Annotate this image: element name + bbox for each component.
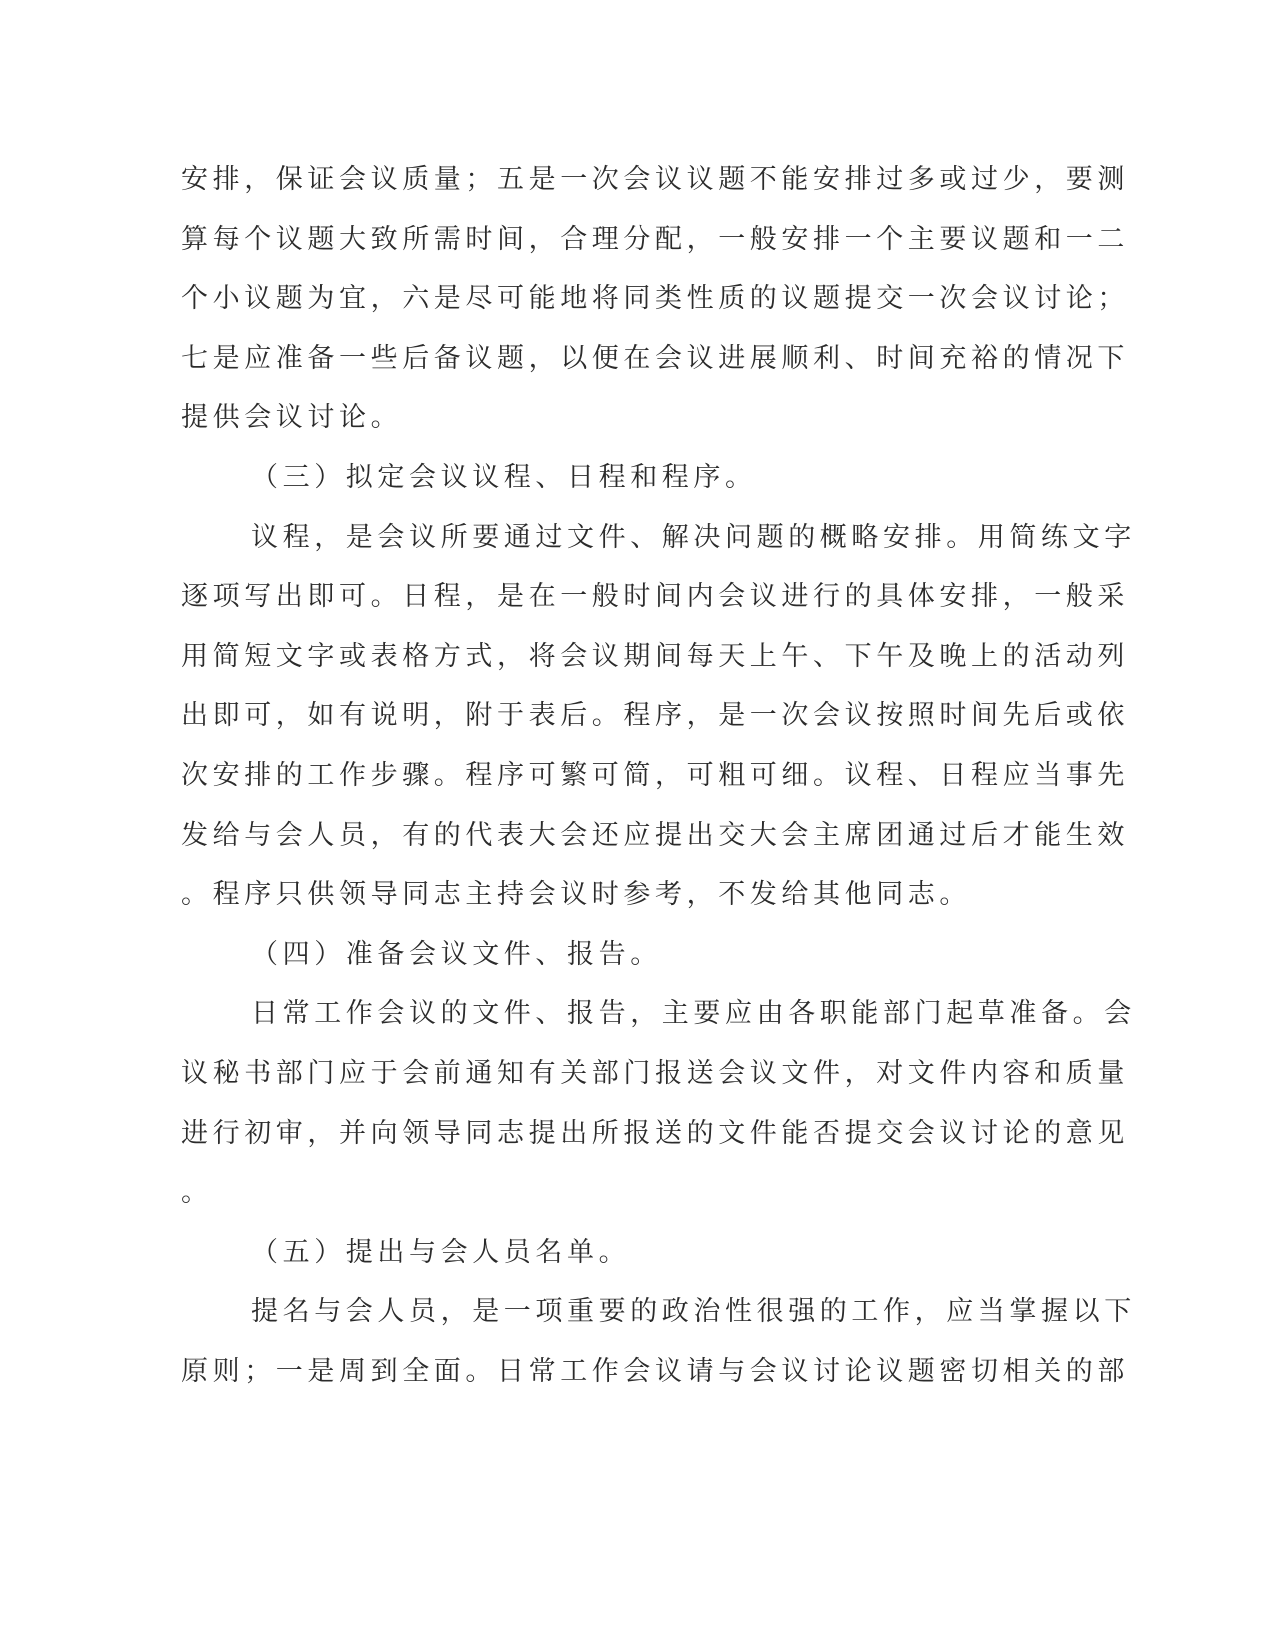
text-line: 次安排的工作步骤。程序可繁可简，可粗可细。议程、日程应当事先 <box>181 759 1129 791</box>
text-line: 算每个议题大致所需时间，合理分配，一般安排一个主要议题和一二 <box>181 223 1129 255</box>
text-line: 出即可，如有说明，附于表后。程序，是一次会议按照时间先后或依 <box>181 700 1129 732</box>
text-line: 提供会议讨论。 <box>181 402 403 434</box>
body-text <box>181 150 1136 1401</box>
text-line: 安排，保证会议质量；五是一次会议议题不能安排过多或过少，要测 <box>181 164 1129 195</box>
text-line: 议秘书部门应于会前通知有关部门报送会议文件，对文件内容和质量 <box>181 1057 1129 1089</box>
paragraph-first-line: 日常工作会议的文件、报告，主要应由各职能部门起草准备。会 <box>251 998 1136 1030</box>
text-line: 原则；一是周到全面。日常工作会议请与会议讨论议题密切相关的部 <box>181 1355 1129 1387</box>
text-line: 。 <box>181 1177 213 1209</box>
text-line: 用简短文字或表格方式，将会议期间每天上午、下午及晚上的活动列 <box>181 640 1129 672</box>
text-line: 七是应准备一些后备议题，以便在会议进展顺利、时间充裕的情况下 <box>181 342 1129 374</box>
text-line: 。程序只供领导同志主持会议时参考，不发给其他同志。 <box>181 879 971 911</box>
text-line: 进行初审，并向领导同志提出所报送的文件能否提交会议讨论的意见 <box>181 1117 1129 1149</box>
section-heading: （五）提出与会人员名单。 <box>251 1236 631 1268</box>
section-heading: （四）准备会议文件、报告。 <box>251 938 662 970</box>
paragraph-first-line: 议程，是会议所要通过文件、解决问题的概略安排。用简练文字 <box>251 521 1136 553</box>
text-line: 个小议题为宜，六是尽可能地将同类性质的议题提交一次会议讨论； <box>181 283 1129 315</box>
section-heading: （三）拟定会议议程、日程和程序。 <box>251 461 757 493</box>
text-line: 发给与会人员，有的代表大会还应提出交大会主席团通过后才能生效 <box>181 819 1129 851</box>
text-line: 逐项写出即可。日程，是在一般时间内会议进行的具体安排，一般采 <box>181 581 1129 613</box>
paragraph-first-line: 提名与会人员，是一项重要的政治性很强的工作，应当掌握以下 <box>251 1296 1136 1328</box>
